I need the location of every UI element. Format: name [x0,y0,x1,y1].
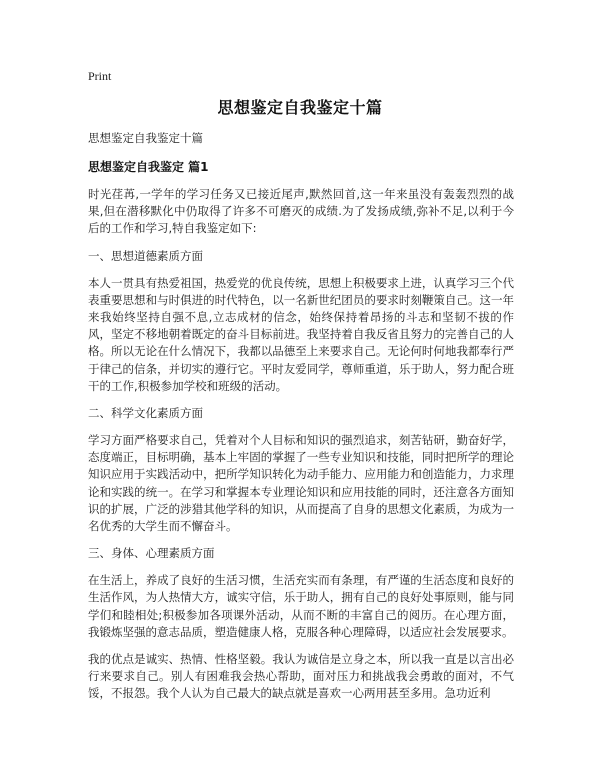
document-subtitle: 思想鉴定自我鉴定十篇 [88,131,203,145]
document-title: 思想鉴定自我鉴定十篇 [217,98,383,117]
print-link[interactable]: Print [88,69,112,83]
closing-paragraph: 我的优点是诚实、热情、性格坚毅。我认为诚信是立身之本，所以我一直是以言出必行来要求自己。别人有困难我会热心帮助，面对压力和挑战我会勇敢的面对，不气馁，不报怨。我个人认为自己最大的缺点就是喜欢一心两用甚至多用。急功近利 [88,652,514,701]
section-heading-physical: 三、身体、心理素质方面 [88,546,215,561]
section-body-culture: 学习方面严格要求自己，凭着对个人目标和知识的强烈追求，刻苦钻研，勤奋好学，态度端正，目标明确，基本上牢固的掌握了一些专业知识和技能，同时把所学的理论知识应用于实践活动中，把所学知识转化为动手能力、应用能力和创造能力，力求理论和实践的统一。在学习和掌握本专业理论知识和应用技能的同时，还注意各方面知识的扩展，广泛的涉猎其他学科的知识，从而提高了自身的思想文化素质，为成为一名优秀的大学生而不懈奋斗。 [88,433,514,534]
article-heading: 思想鉴定自我鉴定 篇1 [88,160,209,174]
section-body-moral: 本人一贯具有热爱祖国，热爱党的优良传统，思想上积极要求上进，认真学习三个代表重要思想和与时俱进的时代特色，以一名新世纪团员的要求时刻鞭策自己。这一年来我始终坚持自强不息,立志成材的信念，始终保持着昂扬的斗志和坚韧不拔的作风，坚定不移地朝着既定的奋斗目标前进。我坚持着自我反省且努力的完善自己的人格。所以无论在什么情况下，我都以品德至上来要求自己。无论何时何地我都奉行严于律己的信条，并切实的遵行它。平时友爱同学，尊师重道，乐于助人，努力配合班干的工作,积极参加学校和班级的活动。 [88,275,514,393]
document-body [88,130,514,713]
section-body-physical: 在生活上，养成了良好的生活习惯，生活充实而有条理，有严谨的生活态度和良好的生活作风，为人热情大方，诚实守信，乐于助人，拥有自己的良好处事原则，能与同学们和睦相处;积极参加各项课外活动，从而不断的丰富自己的阅历。在心理方面，我锻炼坚强的意志品质，塑造健康人格，克服各种心理障碍，以适应社会发展要求。 [88,573,514,639]
intro-paragraph: 时光荏苒,一学年的学习任务又已接近尾声,默然回首,这一年来虽没有轰轰烈烈的战果,但在潜移默化中仍取得了许多不可磨灭的成绩.为了发扬成绩,弥补不足,以利于今后的工作和学习,特自我鉴定如下: [88,187,514,236]
section-heading-moral: 一、思想道德素质方面 [88,248,203,263]
section-heading-culture: 二、科学文化素质方面 [88,406,203,421]
